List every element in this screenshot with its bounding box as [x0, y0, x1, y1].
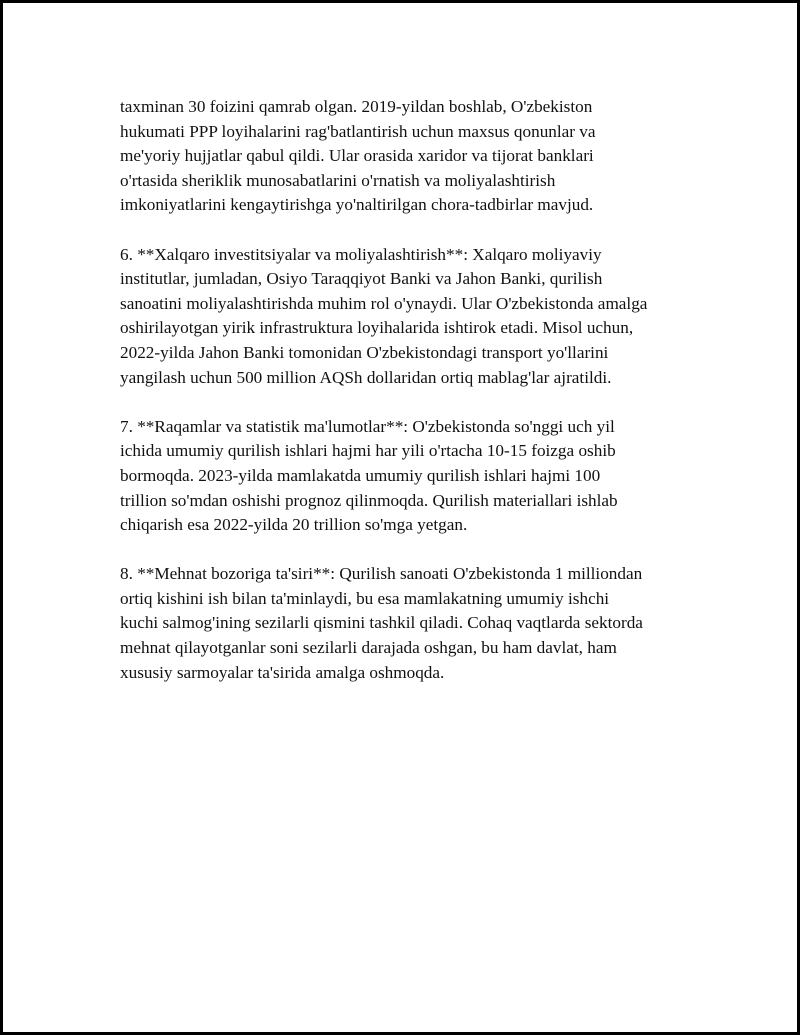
text-line: o'rtasida sheriklik munosabatlarini o'rnatish va moliyalashtirish — [120, 170, 556, 190]
text-line: imkoniyatlarini kengaytirishga yo'naltirilgan chora-tadbirlar mavjud. — [120, 195, 594, 215]
text-line: ichida umumiy qurilish ishlari hajmi har yili o'rtacha 10-15 foizga oshib — [120, 441, 616, 461]
text-line: trillion so'mdan oshishi prognoz qilinmoqda. Qurilish materiallari ishlab — [120, 490, 618, 510]
paragraph-statistics — [120, 415, 705, 538]
text-line: mehnat qilayotganlar soni sezilarli darajada oshgan, bu ham davlat, ham — [120, 638, 617, 658]
paragraph-ppp-continuation — [120, 95, 705, 218]
paragraph-international-investment — [120, 243, 705, 391]
text-line: chiqarish esa 2022-yilda 20 trillion so'mga yetgan. — [120, 515, 468, 535]
paragraph-labor-market — [120, 562, 705, 685]
text-line: 7. **Raqamlar va statistik ma'lumotlar**: O'zbekistonda so'nggi uch yil — [120, 416, 615, 436]
text-line: hukumati PPP loyihalarini rag'batlantirish uchun maxsus qonunlar va — [120, 121, 596, 141]
text-line: oshirilayotgan yirik infrastruktura loyihalarida ishtirok etadi. Misol uchun, — [120, 318, 634, 338]
text-line: yangilash uchun 500 million AQSh dollaridan ortiq mablag'lar ajratildi. — [120, 367, 612, 387]
text-line: institutlar, jumladan, Osiyo Taraqqiyot Banki va Jahon Banki, qurilish — [120, 269, 603, 289]
document-body — [120, 95, 705, 710]
text-line: kuchi salmog'ining sezilarli qismini tashkil qiladi. Cohaq vaqtlarda sektorda — [120, 613, 643, 633]
text-line: ortiq kishini ish bilan ta'minlaydi, bu esa mamlakatning umumiy ishchi — [120, 588, 610, 608]
text-line: 6. **Xalqaro investitsiyalar va moliyalashtirish**: Xalqaro moliyaviy — [120, 244, 602, 264]
text-line: xususiy sarmoyalar ta'sirida amalga oshmoqda. — [120, 662, 445, 682]
text-line: bormoqda. 2023-yilda mamlakatda umumiy qurilish ishlari hajmi 100 — [120, 465, 601, 485]
text-line: taxminan 30 foizini qamrab olgan. 2019-yildan boshlab, O'zbekiston — [120, 97, 593, 116]
text-line: 8. **Mehnat bozoriga ta'siri**: Qurilish sanoati O'zbekistonda 1 milliondan — [120, 564, 643, 584]
text-line: 2022-yilda Jahon Banki tomonidan O'zbekistondagi transport yo'llarini — [120, 342, 609, 362]
text-line: me'yoriy hujjatlar qabul qildi. Ular orasida xaridor va tijorat banklari — [120, 146, 594, 166]
text-line: sanoatini moliyalashtirishda muhim rol o'ynaydi. Ular O'zbekistonda amalga — [120, 293, 648, 313]
